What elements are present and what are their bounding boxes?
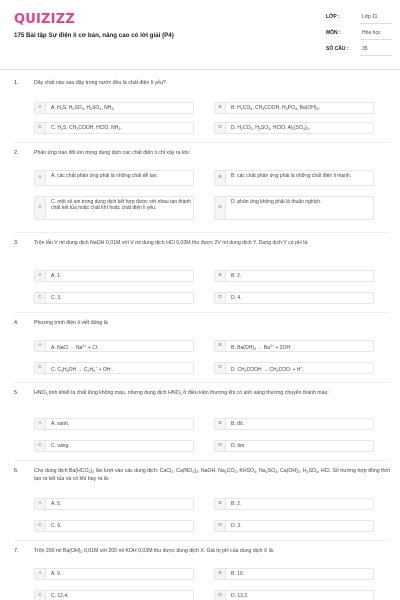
option-letter: D	[215, 363, 226, 373]
class-label: LỚP :	[326, 14, 340, 20]
question-divider	[14, 232, 390, 233]
option-text: C. 6.	[51, 523, 62, 529]
worksheet-header	[0, 0, 400, 70]
answer-option-b[interactable]	[214, 418, 374, 430]
answer-option-c[interactable]	[34, 292, 194, 304]
option-letter: B	[215, 569, 226, 579]
option-letter: A	[35, 103, 46, 113]
option-text: C. 3.	[51, 295, 62, 301]
option-text: D. 13,2.	[231, 593, 249, 599]
answer-option-d[interactable]	[214, 590, 374, 600]
option-letter: D	[215, 197, 226, 219]
answer-option-d[interactable]	[214, 122, 374, 134]
subject-label: MÔN :	[326, 30, 341, 36]
option-text: A. xanh.	[51, 421, 70, 427]
option-text: B. các chất phản ứng phải là những chất điện li mạnh.	[231, 173, 352, 179]
answer-option-b[interactable]	[214, 270, 374, 282]
option-letter: D	[215, 591, 226, 600]
answer-option-d[interactable]	[214, 362, 374, 374]
option-letter: C	[35, 363, 46, 373]
option-text: D. tím.	[231, 443, 246, 449]
option-text: A. NaCl → $Na^{2+} + Cl^-$.	[51, 344, 100, 351]
answer-option-a[interactable]	[34, 418, 194, 430]
answer-option-c[interactable]	[34, 196, 194, 220]
option-letter: B	[215, 341, 226, 351]
option-text: C. $H_2S$, $CH_3COOH$, HClO, $NH_3$.	[51, 125, 122, 131]
option-letter: C	[35, 441, 46, 451]
question-divider	[14, 460, 390, 461]
option-letter: A	[35, 171, 46, 185]
answer-option-a[interactable]	[34, 568, 194, 580]
answer-option-a[interactable]	[34, 498, 194, 510]
answer-option-d[interactable]	[214, 440, 374, 452]
answer-option-c[interactable]	[34, 362, 194, 374]
question-text: Trộn 200 ml $Ba(OH)_2$ 0,01M với 200 ml KOH 0,03M thu được dung dịch X. Giá trị pH của dung dịch X là:	[34, 548, 275, 554]
answer-option-a[interactable]	[34, 102, 194, 114]
option-text: D. phản ứng không phải là thuận nghịch.	[231, 199, 322, 205]
question-text: Dãy chất nào sau đây trong nước đều là chất điện li yếu?	[34, 80, 166, 86]
option-text: A. 9.	[51, 571, 62, 577]
option-letter: A	[35, 569, 46, 579]
option-letter: D	[215, 521, 226, 531]
question-divider	[14, 142, 390, 143]
question-number: 3.	[14, 240, 19, 246]
question-number: 6.	[14, 468, 19, 474]
answer-option-d[interactable]	[214, 292, 374, 304]
option-text: B. đỏ.	[231, 421, 245, 427]
option-text: B. 2.	[231, 273, 242, 279]
option-letter: A	[35, 419, 46, 429]
option-text: D. 3.	[231, 523, 242, 529]
question-text: Phản ứng trao đổi ion trong dung dịch các chất điện li chỉ xảy ra khi:	[34, 150, 191, 156]
answer-option-d[interactable]	[214, 196, 374, 220]
option-letter: D	[215, 441, 226, 451]
answer-option-a[interactable]	[34, 340, 194, 352]
question-text: Cho dung dịch $Ba(HCO_3)_2$ lần lượt vào các dung dịch: CaCl$_2$, $Ca(NO_3)_2$, NaOH, $Na_2CO_3$, $KHSO_4$, $Na_2SO_4$, $Ca(OH)_2$, $H_2SO_4$, HCl. Số trường hợp đồng thời tạo ra kết tủa và có khí bay ra là:	[34, 468, 390, 483]
question-count-value: 35	[362, 46, 368, 52]
question-number: 1.	[14, 80, 19, 86]
answer-option-a[interactable]	[34, 170, 194, 186]
question-number: 7.	[14, 548, 19, 554]
option-letter: B	[215, 271, 226, 281]
answer-option-c[interactable]	[34, 122, 194, 134]
answer-option-c[interactable]	[34, 520, 194, 532]
answer-option-b[interactable]	[214, 498, 374, 510]
answer-option-b[interactable]	[214, 102, 374, 114]
option-text: A. $H_2S$, $H_2SO_3$, $H_2SO_4$, $NH_3$.	[51, 105, 115, 111]
question-text: Trộn lẫn V ml dung dịch NaOH 0,01M với V ml dung dịch HCl 0,03M thu được 2V ml dung dịch Y. Dung dịch Y có pH là:	[34, 240, 309, 246]
question-text: Phương trình điện li viết đúng là	[34, 320, 108, 326]
option-letter: C	[35, 293, 46, 303]
answer-option-d[interactable]	[214, 520, 374, 532]
option-text: A. 5.	[51, 501, 62, 507]
option-letter: D	[215, 123, 226, 133]
option-text: A. các chất phản ứng phải là những chất dễ tan.	[51, 173, 159, 179]
option-letter: B	[215, 103, 226, 113]
class-value: Lớp 11	[362, 14, 378, 20]
option-letter: B	[215, 499, 226, 509]
question-divider	[14, 382, 390, 383]
option-letter: A	[35, 271, 46, 281]
option-letter: D	[215, 293, 226, 303]
option-text: B. $H_2CO_3$, $CH_3COOH$, $H_3PO_4$, $Ba(OH)_2$.	[231, 105, 320, 111]
answer-option-b[interactable]	[214, 170, 374, 186]
answer-option-c[interactable]	[34, 440, 194, 452]
subject-value: Hóa học	[362, 30, 381, 36]
option-text: D. $CH_3COOH \to CH_3COO^- + H^+$.	[231, 366, 305, 373]
option-text: D. $H_2CO_3$, $H_2SO_3$, HClO, $Al_2(SO_4)_3$.	[231, 125, 311, 131]
option-letter: A	[35, 341, 46, 351]
option-letter: A	[35, 499, 46, 509]
option-letter: C	[35, 123, 46, 133]
option-letter: C	[35, 197, 46, 219]
question-divider	[14, 540, 390, 541]
option-letter: C	[35, 591, 46, 600]
option-letter: B	[215, 419, 226, 429]
option-text: B. 2.	[231, 501, 242, 507]
answer-option-b[interactable]	[214, 340, 374, 352]
option-letter: B	[215, 171, 226, 185]
quizizz-logo: QUIZIZZ	[14, 12, 75, 27]
option-text: C. $C_2H_5OH \to C_2H_5^+ + OH^-$.	[51, 366, 114, 373]
question-number: 4.	[14, 320, 19, 326]
question-number: 2.	[14, 150, 19, 156]
answer-option-b[interactable]	[214, 568, 374, 580]
question-divider	[14, 312, 390, 313]
question-text: $HNO_3$ tinh khiết là chất lỏng không màu, nhưng dung dịch $HNO_3$ ở điều kiện thường khi có ánh sáng thường chuyển thành màu:	[34, 390, 329, 396]
option-text: B. $Ba(OH)_2 \to Ba^{2+} + 2OH^-$.	[231, 344, 293, 351]
option-letter: C	[35, 521, 46, 531]
answer-option-a[interactable]	[34, 270, 194, 282]
option-text: C. một số ion trong dung dịch kết hợp được với nhau tạo thành chất kết tủa hoặc chất khí hoặc chất điện li yếu.	[51, 199, 191, 212]
question-number: 5.	[14, 390, 19, 396]
option-text: C. vàng.	[51, 443, 70, 449]
option-text: B. 10.	[231, 571, 245, 577]
answer-option-c[interactable]	[34, 590, 194, 600]
question-count-label: SỐ CÂU :	[326, 46, 349, 52]
page-title: 175 Bài tập Sự điện li cơ bản, nâng cao có lời giải (P4)	[14, 32, 174, 39]
option-text: A. 1.	[51, 273, 62, 279]
option-text: D. 4.	[231, 295, 242, 301]
option-text: C. 12,4.	[51, 593, 69, 599]
